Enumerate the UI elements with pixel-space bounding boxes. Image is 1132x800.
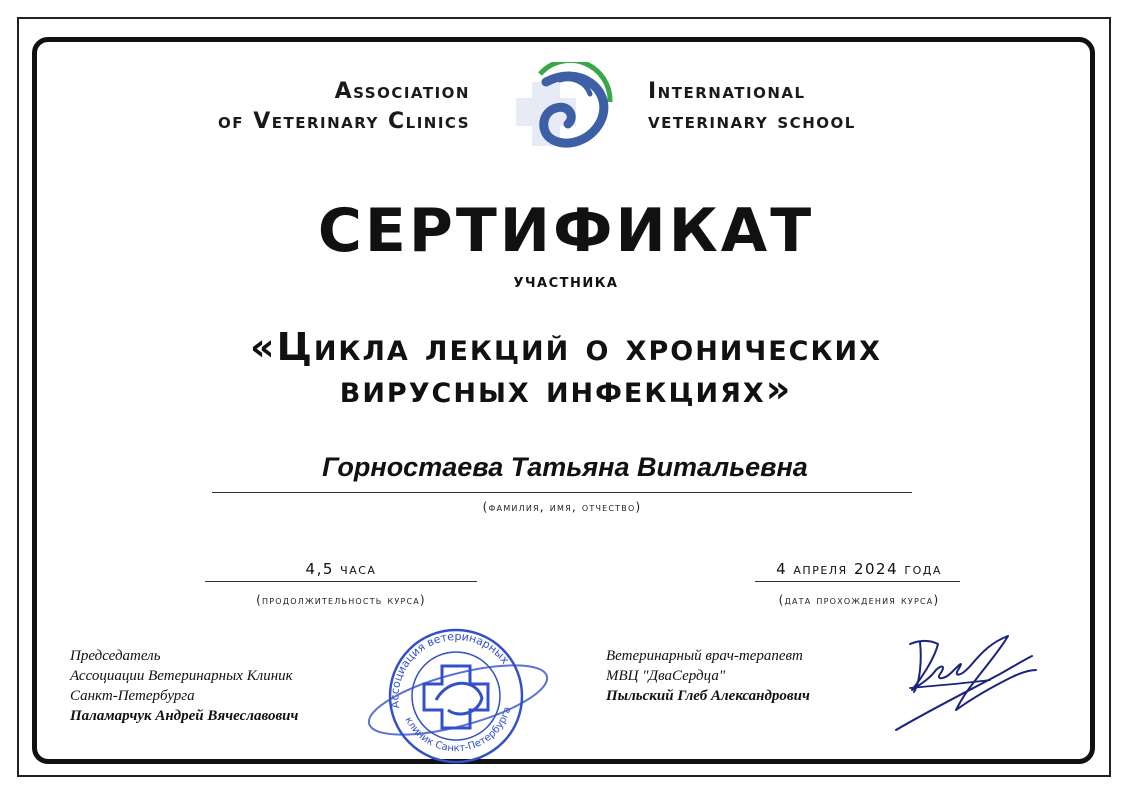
duration-value: 4,5 часа (305, 560, 377, 578)
association-line-1: Association (334, 79, 470, 104)
school-line-2: veterinary school (648, 109, 856, 134)
stamp-text-bottom: клиник Санкт-Петербурга (402, 705, 514, 755)
date-value: 4 апреля 2024 года (776, 560, 942, 578)
left-signatory (70, 646, 390, 726)
right-signatory-line-2: МВЦ "ДваСердца" (606, 668, 726, 684)
left-signatory-line-1: Председатель (70, 648, 161, 664)
school-line-1: International (648, 79, 806, 104)
association-line-2: of Veterinary Clinics (218, 109, 470, 134)
signature-icon (890, 630, 1040, 735)
certificate-subtitle: участника (513, 270, 619, 292)
name-caption: (фамилия, имя, отчество) (482, 500, 642, 514)
participant-name: Горностаева Татьяна Витальевна (322, 452, 808, 482)
course-title-line-2: вирусных инфекциях» (339, 367, 793, 411)
left-signatory-line-3: Санкт-Петербурга (70, 688, 195, 704)
right-signatory (606, 646, 906, 706)
name-underline (212, 492, 912, 493)
date-caption: (дата прохождения курса) (778, 593, 940, 607)
stamp-icon (358, 618, 558, 768)
school-name (648, 77, 968, 137)
veterinary-logo-icon (510, 62, 620, 152)
association-name (120, 77, 470, 137)
left-signatory-name: Паламарчук Андрей Вячеславович (70, 708, 299, 724)
right-signatory-line-1: Ветеринарный врач-терапевт (606, 648, 803, 664)
left-signatory-line-2: Ассоциации Ветеринарных Клиник (70, 668, 293, 684)
duration-caption: (продолжительность курса) (256, 593, 426, 607)
certificate-title: СЕРТИФИКАТ (317, 196, 815, 266)
stamp-text-top: Ассоциация ветеринарных (388, 629, 512, 710)
right-signatory-name: Пыльский Глеб Александрович (606, 688, 810, 704)
svg-text:клиник Санкт-Петербурга (402, 698, 520, 763)
course-title (100, 326, 1032, 410)
duration-underline (205, 581, 477, 582)
date-underline (755, 581, 960, 582)
course-title-line-1: «Цикла лекций о хронических (250, 325, 882, 369)
